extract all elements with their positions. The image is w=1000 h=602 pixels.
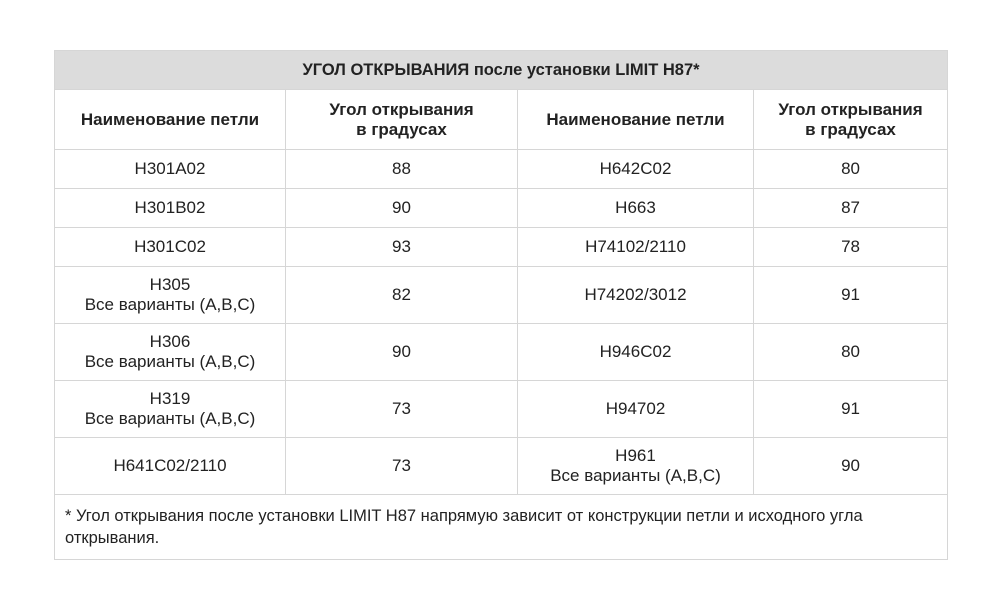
header-angle-right-line2: в градусах <box>805 119 896 139</box>
hinge-name-cell <box>518 324 754 381</box>
hinge-angle-table <box>54 50 948 560</box>
table-row <box>55 150 948 189</box>
hinge-name: H946C02 <box>599 342 672 361</box>
hinge-name-cell <box>518 189 754 228</box>
hinge-name: H642C02 <box>599 159 672 178</box>
table-row <box>55 189 948 228</box>
angle-cell: 90 <box>754 438 948 495</box>
table-title-row <box>55 51 948 90</box>
hinge-name: H306 <box>149 332 191 351</box>
angle-cell: 78 <box>754 228 948 267</box>
footnote: * Угол открывания после установки LIMIT H87 напрямую зависит от конструкции петли и исходного угла открывания. <box>55 495 948 560</box>
angle-cell: 73 <box>286 438 518 495</box>
angle-cell: 90 <box>286 324 518 381</box>
hinge-variants: Все варианты (A,B,C) <box>84 352 256 371</box>
header-angle-left-line1: Угол открывания <box>329 99 474 119</box>
hinge-name-cell <box>55 381 286 438</box>
hinge-name-cell <box>55 228 286 267</box>
hinge-name: H961 <box>615 446 656 465</box>
header-angle-right-line1: Угол открывания <box>778 99 923 119</box>
angle-cell: 93 <box>286 228 518 267</box>
angle-cell: 91 <box>754 267 948 324</box>
header-name-right: Наименование петли <box>518 90 754 150</box>
hinge-name-cell <box>518 381 754 438</box>
hinge-name-cell <box>518 267 754 324</box>
angle-cell: 88 <box>286 150 518 189</box>
hinge-name-cell <box>518 438 754 495</box>
hinge-variants: Все варианты (A,B,C) <box>84 295 256 314</box>
hinge-name: H301B02 <box>134 198 206 217</box>
angle-cell: 73 <box>286 381 518 438</box>
angle-cell: 87 <box>754 189 948 228</box>
angle-cell: 91 <box>754 381 948 438</box>
header-angle-left <box>286 90 518 150</box>
header-angle-left-line2: в градусах <box>356 119 447 139</box>
table-row <box>55 438 948 495</box>
hinge-name-cell <box>518 228 754 267</box>
table-row <box>55 381 948 438</box>
footnote-row <box>55 495 948 560</box>
table-row <box>55 267 948 324</box>
hinge-name: H305 <box>149 275 191 294</box>
angle-cell: 80 <box>754 150 948 189</box>
hinge-name: H319 <box>149 389 191 408</box>
hinge-name: H74202/3012 <box>584 285 687 304</box>
hinge-variants: Все варианты (A,B,C) <box>84 409 256 428</box>
hinge-name: H94702 <box>605 399 666 418</box>
hinge-name-cell <box>55 438 286 495</box>
table-title: УГОЛ ОТКРЫВАНИЯ после установки LIMIT H87* <box>55 51 948 90</box>
hinge-variants: Все варианты (A,B,C) <box>550 466 721 485</box>
table-row <box>55 324 948 381</box>
hinge-name-cell <box>518 150 754 189</box>
hinge-name: H301C02 <box>134 237 206 256</box>
hinge-angle-table-container <box>54 50 947 560</box>
hinge-name-cell <box>55 150 286 189</box>
header-angle-right <box>754 90 948 150</box>
hinge-name-cell <box>55 267 286 324</box>
hinge-name: H641C02/2110 <box>113 456 227 475</box>
header-name-left: Наименование петли <box>55 90 286 150</box>
hinge-name: H663 <box>615 198 656 217</box>
hinge-name: H301A02 <box>134 159 206 178</box>
angle-cell: 80 <box>754 324 948 381</box>
table-row <box>55 228 948 267</box>
hinge-name: H74102/2110 <box>585 237 686 256</box>
hinge-name-cell <box>55 189 286 228</box>
hinge-name-cell <box>55 324 286 381</box>
angle-cell: 82 <box>286 267 518 324</box>
table-header-row <box>55 90 948 150</box>
angle-cell: 90 <box>286 189 518 228</box>
